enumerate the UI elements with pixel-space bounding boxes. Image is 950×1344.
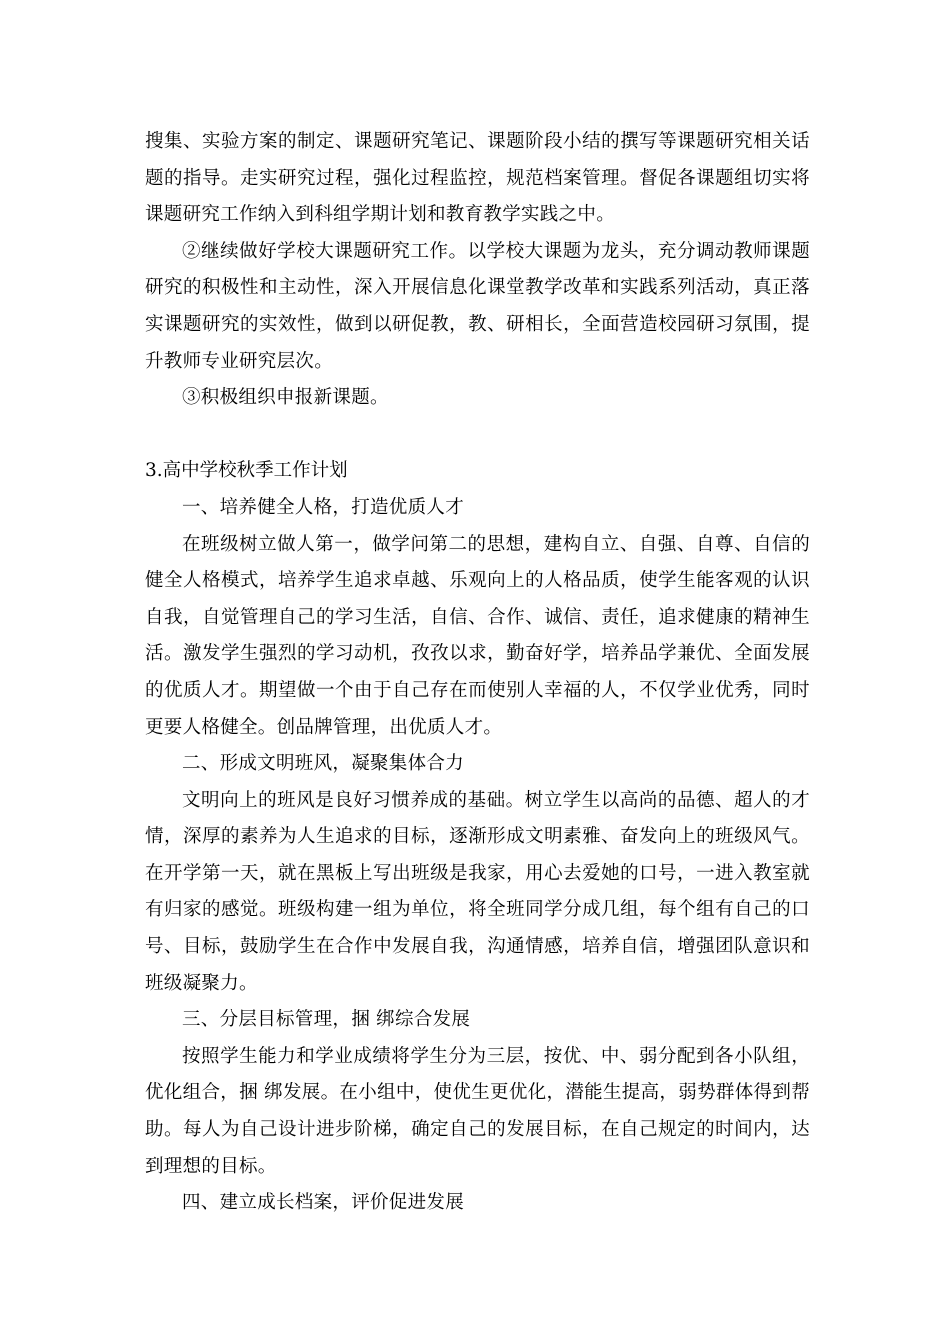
paragraph-research-item-3: ③积极组织申报新课题。 bbox=[182, 387, 389, 409]
paragraph-continued: 搜集、实验方案的制定、课题研究笔记、课题阶段小结的撰写等课题研究相关话题的指导。走实研究过程，强化过程监控，规范档案管理。督促各课题组切实将课题研究工作纳入到科组学期计划和教育教学实践之中。 bbox=[145, 131, 810, 226]
section-body-2: 文明向上的班风是良好习惯养成的基础。树立学生以高尚的品德、超人的才情，深厚的素养为人生追求的目标，逐渐形成文明素雅、奋发向上的班级风气。在开学第一天，就在黑板上写出班级是我家，用心去爱她的口号，一进入教室就有归家的感觉。班级构建一组为单位，将全班同学分成几组，每个组有自己的口号、目标，鼓励学生在合作中发展自我，沟通情感，培养自信，增强团队意识和班级凝聚力。 bbox=[145, 789, 810, 994]
section-body-3: 按照学生能力和学业成绩将学生分为三层，按优、中、弱分配到各小队组，优化组合，捆 绑发展。在小组中，使优生更优化，潜能生提高，弱势群体得到帮助。每人为自己设计进步阶梯，确定自己的发展目标，在自己规定的时间内，达到理想的目标。 bbox=[145, 1045, 810, 1177]
section-title: 3.高中学校秋季工作计划 bbox=[145, 460, 348, 482]
paragraph-research-item-2: ②继续做好学校大课题研究工作。以学校大课题为龙头，充分调动教师课题研究的积极性和主动性，深入开展信息化课堂教学改革和实践系列活动，真正落实课题研究的实效性，做到以研促教，教、研相长，全面营造校园研习氛围，提升教师专业研究层次。 bbox=[145, 240, 810, 372]
section-heading-4: 四、建立成长档案，评价促进发展 bbox=[182, 1192, 465, 1214]
paragraph-gap bbox=[145, 417, 810, 454]
section-heading-1: 一、培养健全人格，打造优质人才 bbox=[182, 496, 465, 518]
section-body-1: 在班级树立做人第一，做学问第二的思想，建构自立、自强、自尊、自信的健全人格模式，培养学生追求卓越、乐观向上的人格品质，使学生能客观的认识自我，自觉管理自己的学习生活，自信、合作、诚信、责任，追求健康的精神生活。激发学生强烈的学习动机，孜孜以求，勤奋好学，培养品学兼优、全面发展的优质人才。期望做一个由于自己存在而使别人幸福的人，不仅学业优秀，同时更要人格健全。创品牌管理，出优质人才。 bbox=[145, 533, 810, 738]
section-heading-2: 二、形成文明班风，凝聚集体合力 bbox=[182, 753, 465, 775]
document-body bbox=[145, 124, 810, 1222]
section-heading-3: 三、分层目标管理，捆 绑综合发展 bbox=[182, 1009, 471, 1031]
